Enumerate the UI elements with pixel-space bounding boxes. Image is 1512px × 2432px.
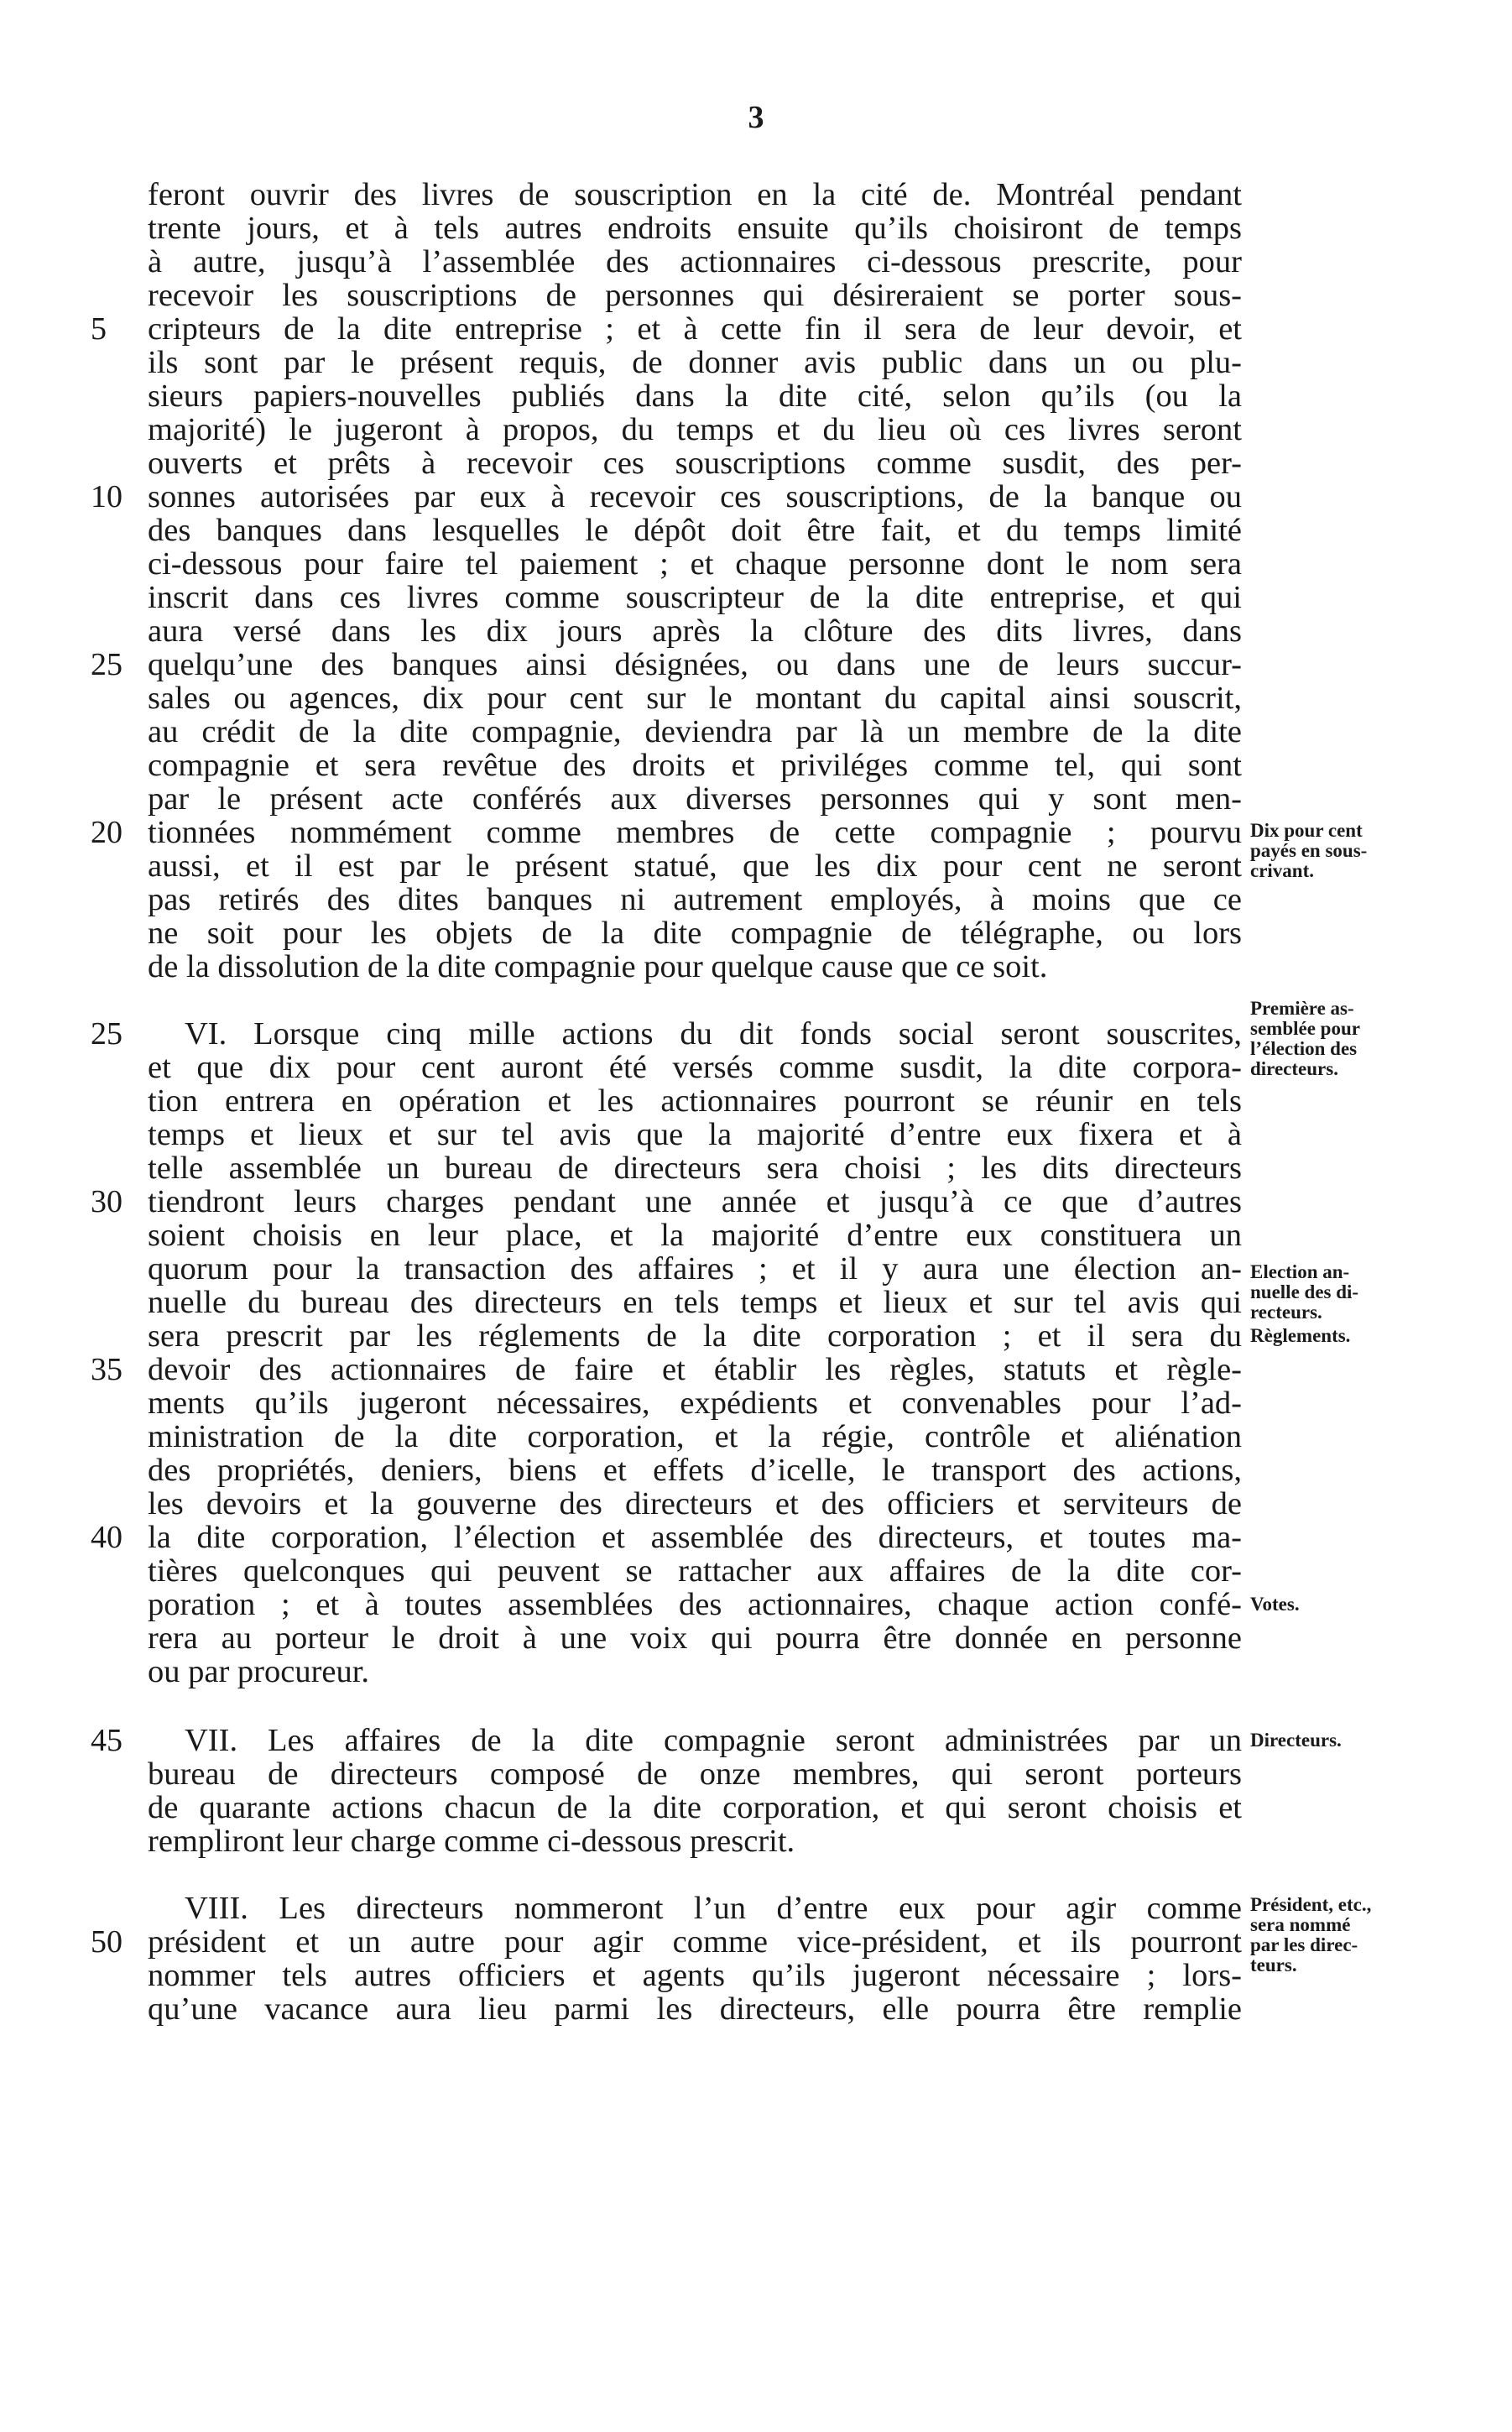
- text-line: temps et lieux et sur tel avis que la majorité d’entre eux fixera et à: [148, 1117, 1242, 1152]
- text-line: ouverts et prêts à recevoir ces souscriptions comme susdit, des per-: [148, 446, 1242, 481]
- margin-note-line: Règlements.: [1250, 1326, 1351, 1346]
- margin-note-line: payés en sous-: [1250, 840, 1368, 861]
- margin-note-votes: [1250, 1594, 1502, 1615]
- text-line: sales ou agences, dix pour cent sur le montant du capital ainsi souscrit,: [148, 681, 1242, 716]
- margin-note-line: crivant.: [1250, 860, 1315, 881]
- text-line: qu’une vacance aura lieu parmi les directeurs, elle pourra être remplie: [148, 1991, 1242, 2027]
- margin-note-premiere-assemblee: [1250, 999, 1502, 1079]
- text-line: ou par procureur.: [148, 1654, 370, 1689]
- margin-note-president: [1250, 1895, 1502, 1975]
- line-number: 10: [91, 479, 123, 514]
- text-line: feront ouvrir des livres de souscription en la cité de. Montréal pendant: [148, 177, 1242, 212]
- margin-note-line: Première as-: [1250, 999, 1354, 1019]
- line-number: 40: [91, 1520, 123, 1555]
- text-line: ministration de la dite corporation, et la régie, contrôle et aliénation: [148, 1419, 1242, 1454]
- text-line: devoir des actionnaires de faire et établir les règles, statuts et règle-: [148, 1352, 1242, 1387]
- text-line: trente jours, et à tels autres endroits ensuite qu’ils choisiront de temps: [148, 211, 1242, 246]
- margin-note-line: nuelle des di-: [1250, 1281, 1359, 1302]
- text-line: sonnes autorisées par eux à recevoir ces souscriptions, de la banque ou: [148, 479, 1242, 514]
- margin-note-line: Votes.: [1250, 1594, 1300, 1615]
- text-line: tiendront leurs charges pendant une année et jusqu’à ce que d’autres: [148, 1184, 1242, 1219]
- text-line: nuelle du bureau des directeurs en tels temps et lieux et sur tel avis qui: [148, 1285, 1242, 1320]
- text-line: sieurs papiers-nouvelles publiés dans la dite cité, selon qu’ils (ou la: [148, 378, 1242, 414]
- margin-note-line: semblée pour: [1250, 1018, 1360, 1039]
- section-vi-heading-line: VI. Lorsque cinq mille actions du dit fonds social seront souscrites,: [185, 1016, 1242, 1052]
- line-number: 35: [91, 1352, 123, 1387]
- text-line: ments qu’ils jugeront nécessaires, expédients et convenables pour l’ad-: [148, 1386, 1242, 1421]
- text-line: aura versé dans les dix jours après la clôture des dits livres, dans: [148, 613, 1242, 649]
- text-line: sera prescrit par les réglements de la dite corporation ; et il sera du: [148, 1318, 1242, 1354]
- text-line: de quarante actions chacun de la dite corporation, et qui seront choisis et: [148, 1790, 1242, 1825]
- margin-note-line: Président, etc.,: [1250, 1895, 1372, 1915]
- text-line: cripteurs de la dite entreprise ; et à cette fin il sera de leur devoir, et: [148, 311, 1242, 347]
- text-line: ils sont par le présent requis, de donner avis public dans un ou plu-: [148, 345, 1242, 380]
- text-line: quelqu’une des banques ainsi désignées, ou dans une de leurs succur-: [148, 647, 1242, 682]
- margin-note-line: directeurs.: [1250, 1058, 1338, 1079]
- text-line: aussi, et il est par le présent statué, que les dix pour cent ne seront: [148, 848, 1242, 884]
- margin-note-line: Election an-: [1250, 1262, 1350, 1282]
- margin-note-line: Dix pour cent: [1250, 821, 1363, 841]
- text-line: majorité) le jugeront à propos, du temps et du lieu où ces livres seront: [148, 412, 1242, 447]
- text-line: compagnie et sera revêtue des droits et priviléges comme tel, qui sont: [148, 748, 1242, 783]
- text-line: les devoirs et la gouverne des directeurs et des officiers et serviteurs de: [148, 1486, 1242, 1521]
- section-viii-heading-line: VIII. Les directeurs nommeront l’un d’entre eux pour agir comme: [185, 1891, 1242, 1926]
- margin-note-line: l’élection des: [1250, 1038, 1358, 1059]
- margin-note-election-annuelle: [1250, 1262, 1502, 1323]
- text-line: la dite corporation, l’élection et assemblée des directeurs, et toutes ma-: [148, 1520, 1242, 1555]
- text-line: des banques dans lesquelles le dépôt doit être fait, et du temps limité: [148, 513, 1242, 548]
- text-line: inscrit dans ces livres comme souscripteur de la dite entreprise, et qui: [148, 580, 1242, 615]
- text-line: et que dix pour cent auront été versés comme susdit, la dite corpora-: [148, 1050, 1242, 1085]
- text-line: tionnées nommément comme membres de cette compagnie ; pourvu: [148, 815, 1242, 850]
- margin-note-line: Directeurs.: [1250, 1730, 1342, 1751]
- text-line: pas retirés des dites banques ni autrement employés, à moins que ce: [148, 882, 1242, 917]
- text-line: tion entrera en opération et les actionnaires pourront se réunir en tels: [148, 1083, 1242, 1119]
- text-line: à autre, jusqu’à l’assemblée des actionnaires ci-dessous prescrite, pour: [148, 244, 1242, 279]
- text-line: rempliront leur charge comme ci-dessous prescrit.: [148, 1824, 795, 1859]
- margin-note-line: recteurs.: [1250, 1302, 1322, 1323]
- line-number: 30: [91, 1184, 123, 1219]
- margin-note-directeurs: [1250, 1730, 1502, 1751]
- text-line: poration ; et à toutes assemblées des actionnaires, chaque action confé-: [148, 1587, 1242, 1622]
- section-vii-heading-line: VII. Les affaires de la dite compagnie seront administrées par un: [185, 1723, 1242, 1758]
- text-line: au crédit de la dite compagnie, deviendra par là un membre de la dite: [148, 714, 1242, 749]
- text-line: quorum pour la transaction des affaires ; et il y aura une élection an-: [148, 1251, 1242, 1286]
- text-line: tières quelconques qui peuvent se rattacher aux affaires de la dite cor-: [148, 1553, 1242, 1589]
- line-number: 50: [91, 1924, 123, 1960]
- text-line: ci-dessous pour faire tel paiement ; et chaque personne dont le nom sera: [148, 546, 1242, 582]
- text-line: recevoir les souscriptions de personnes qui désireraient se porter sous-: [148, 278, 1242, 313]
- margin-note-dix-pour-cent: [1250, 821, 1502, 881]
- text-line: nommer tels autres officiers et agents qu’ils jugeront nécessaire ; lors-: [148, 1958, 1242, 1993]
- text-line: soient choisis en leur place, et la majorité d’entre eux constituera un: [148, 1218, 1242, 1253]
- line-number: 45: [91, 1723, 123, 1758]
- line-number: 25: [91, 1016, 123, 1052]
- margin-note-line: teurs.: [1250, 1954, 1297, 1975]
- line-number: 25: [91, 647, 123, 682]
- text-line: de la dissolution de la dite compagnie pour quelque cause que ce soit.: [148, 949, 1048, 984]
- margin-note-line: sera nommé: [1250, 1914, 1351, 1935]
- line-number: 5: [91, 311, 107, 347]
- text-line: président et un autre pour agir comme vice-président, et ils pourront: [148, 1924, 1242, 1960]
- page-number: 3: [748, 100, 764, 135]
- text-line: rera au porteur le droit à une voix qui pourra être donnée en personne: [148, 1620, 1242, 1656]
- text-line: par le présent acte conférés aux diverses personnes qui y sont men-: [148, 781, 1242, 817]
- text-line: bureau de directeurs composé de onze membres, qui seront porteurs: [148, 1756, 1242, 1792]
- text-line: telle assemblée un bureau de directeurs sera choisi ; les dits directeurs: [148, 1151, 1242, 1186]
- margin-note-reglements: [1250, 1326, 1502, 1346]
- margin-note-line: par les direc-: [1250, 1934, 1358, 1955]
- line-number: 20: [91, 815, 123, 850]
- text-line: ne soit pour les objets de la dite compagnie de télégraphe, ou lors: [148, 916, 1242, 951]
- text-line: des propriétés, deniers, biens et effets d’icelle, le transport des actions,: [148, 1453, 1242, 1488]
